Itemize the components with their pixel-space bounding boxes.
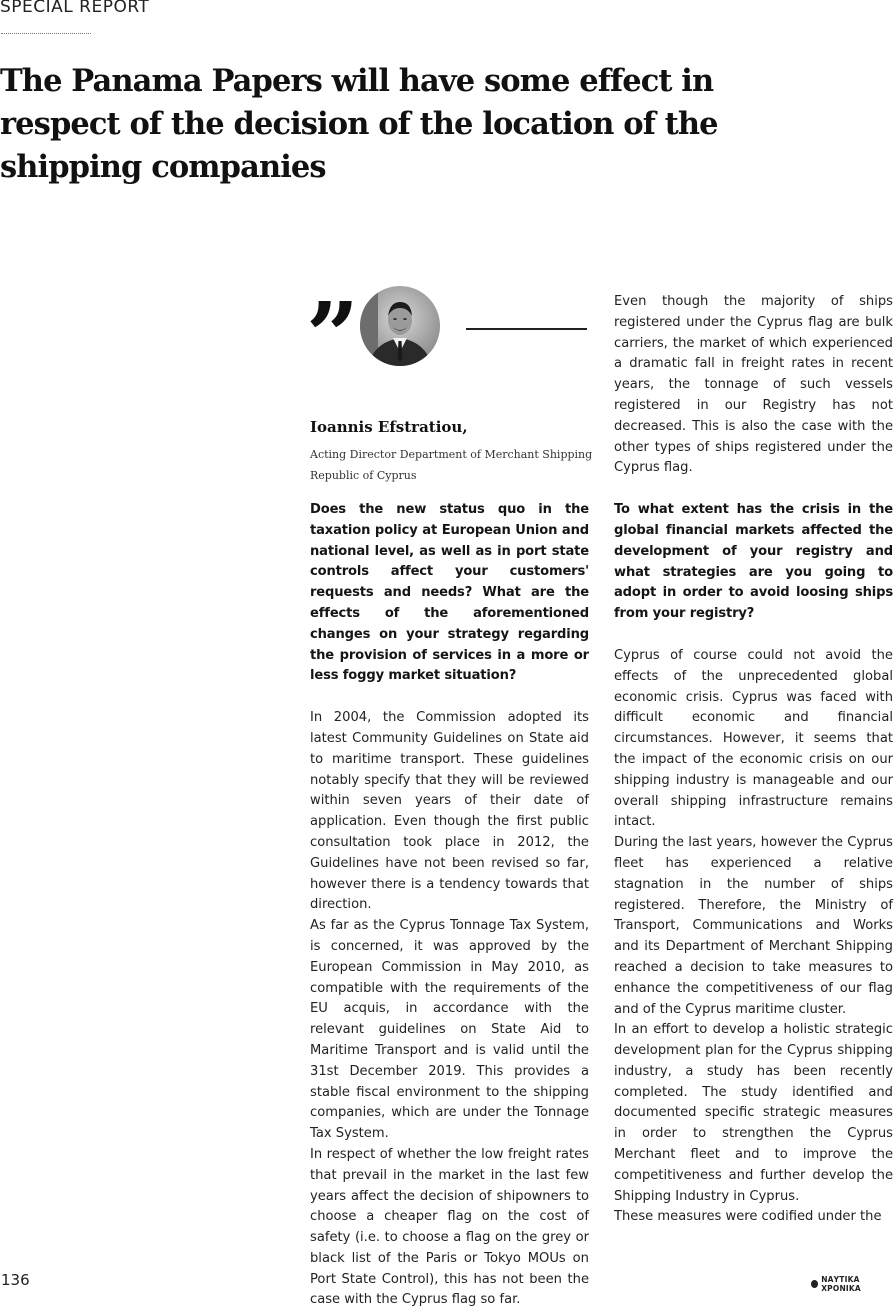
article-headline: The Panama Papers will have some effect in respect of the decision of the location of the shipping companies — [0, 63, 718, 185]
brand-logo-icon — [811, 1280, 818, 1288]
question-1: Does the new status quo in the taxation policy at European Union and national level, as well as in port state controls affect your customers' requests and needs? What are the effects of the aforementioned changes on your strategy regarding the provision of services in a more or less foggy market situation? — [310, 502, 589, 684]
article-column-right — [614, 292, 893, 1228]
answer-2-paragraph-1: Cyprus of course could not avoid the effects of the unprecedented global economic crisis. Cyprus was faced with difficult economic and financial circumstances. However, it seems that the impact of the economic crisis on our shipping industry is manageable and our overall shipping infrastructure remains intact. — [614, 647, 893, 830]
answer-1-paragraph-4: Even though the majority of ships registered under the Cyprus flag are bulk carriers, the market of which experienced a dramatic fall in freight rates in recent years, the tonnage of such vessels registered in our Registry has not decreased. This is also the case with the other types of ships registered under the Cyprus flag. — [614, 294, 893, 476]
answer-2-paragraph-4: These measures were codified under the — [614, 1209, 882, 1225]
section-divider — [1, 33, 91, 34]
footer-brand — [811, 1275, 894, 1293]
answer-1-paragraph-3: In respect of whether the low freight rates that prevail in the market in the last few years affect the decision of shipowners to choose a cheaper flag on the cost of safety (i.e. to choose a flag on the grey or black list of the Paris or Tokyo MOUs on Port State Control), this has not been the case with the Cyprus flag so far. — [310, 1146, 589, 1308]
article-column-left — [310, 500, 589, 1311]
author-portrait — [360, 286, 440, 366]
author-name: Ioannis Efstratiou, — [310, 418, 468, 436]
footer-brand-text: ΝΑΥΤΙΚΑ ΧΡΟΝΙΚΑ — [821, 1275, 861, 1293]
answer-2-paragraph-3: In an effort to develop a holistic strategic development plan for the Cyprus shipping industry, a study has been recently completed. The study identified and documented specific strategic measures in order to strengthen the Cyprus Merchant fleet and to improve the competitiveness and further develop the Shipping Industry in Cyprus. — [614, 1022, 893, 1204]
quote-mark-icon: ” — [306, 282, 359, 390]
author-role-title: Acting Director Department of Merchant Shipping — [310, 448, 593, 461]
quote-rule — [466, 328, 587, 330]
answer-2-paragraph-2: During the last years, however the Cyprus fleet has experienced a relative stagnation in the number of ships registered. Therefore, the Ministry of Transport, Communications and Works and its Department of Merchant Shipping reached a decision to take measures to enhance the competitiveness of our flag and of the Cyprus maritime cluster. — [614, 835, 893, 1017]
answer-1-paragraph-2: As far as the Cyprus Tonnage Tax System, is concerned, it was approved by the European Commission in May 2010, as compatible with the requirements of the EU acquis, in accordance with the relevant guidelines on State Aid to Maritime Transport and is valid until the 31st December 2019. This provides a stable fiscal environment to the shipping companies, which are under the Tonnage Tax System. — [310, 918, 589, 1142]
answer-1-paragraph-1: In 2004, the Commission adopted its latest Community Guidelines on State aid to maritime transport. These guidelines notably specify that they will be reviewed within seven years of their date of application. Even though the first public consultation took place in 2012, the Guidelines have not been revised so far, however there is a tendency towards that direction. — [310, 710, 589, 913]
page-number: 136 — [1, 1271, 30, 1289]
author-role — [310, 444, 592, 486]
question-2: To what extent has the crisis in the global financial markets affected the development of your registry and what strategies are you going to adopt in order to avoid loosing ships from your registry? — [614, 502, 893, 622]
author-role-country: Republic of Cyprus — [310, 469, 417, 482]
section-label: SPECIAL REPORT — [0, 0, 150, 17]
